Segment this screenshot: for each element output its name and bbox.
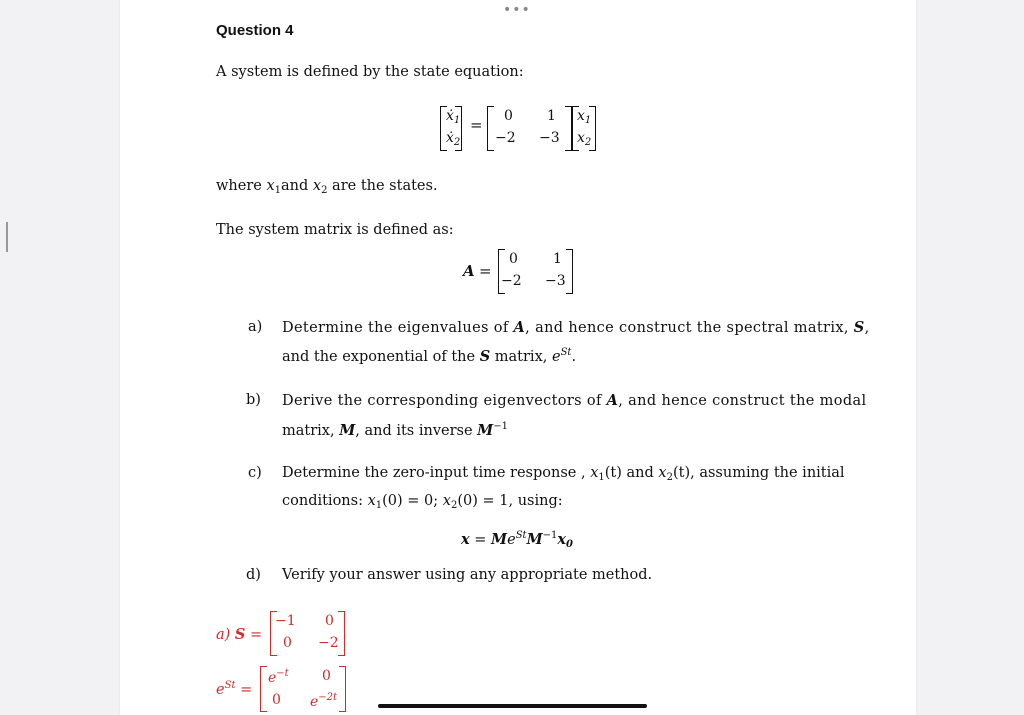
part-b-line1: Derive the corresponding eigenvectors of A, and hence construct the modal (282, 392, 867, 409)
answer-eSt-label: $e^{St}$ = (216, 680, 253, 698)
document-page (120, 0, 916, 715)
system-matrix-text: The system matrix is defined as: (216, 222, 454, 238)
part-d-label: d) (246, 567, 261, 583)
intro-text: A system is defined by the state equation: (216, 64, 524, 80)
state-vector: $x_1$ $x_2$ (572, 106, 596, 151)
matrix-A-label: A (463, 262, 475, 280)
equals-sign: = (470, 116, 483, 134)
matrix-A: 0 1 −2 −3 (498, 249, 573, 294)
part-b-line2: matrix, M, and its inverse $M^{-1}$ (282, 421, 508, 439)
answer-eSt-matrix: $e^{-t}$ 0 0 $e^{-2t}$ (260, 666, 346, 712)
more-options-icon[interactable]: ••• (503, 2, 531, 18)
part-a-line2: and the exponential of the S matrix, $e^{St}$. (282, 347, 577, 365)
answer-S-matrix: −1 0 0 −2 (270, 611, 345, 656)
part-c-line1: Determine the zero-input time response , $x_1(t)$ and $x_2(t)$, assuming the initial (282, 465, 845, 483)
part-b-label: b) (246, 392, 261, 408)
home-indicator[interactable] (378, 704, 647, 708)
part-c-label: c) (248, 465, 262, 481)
equals-sign: = (479, 262, 492, 280)
part-c-line2: conditions: $x_1(0) = 0$; $x_2(0) = 1$, using: (282, 493, 563, 511)
part-d-text: Verify your answer using any appropriate method. (282, 567, 653, 583)
answer-S-label: a) S = (216, 626, 263, 643)
question-title: Question 4 (216, 22, 294, 39)
part-a-label: a) (248, 319, 263, 335)
state-derivative-vector: ẋ$_1$ ẋ$_2$ (440, 106, 462, 151)
part-a-line1: Determine the eigenvalues of A, and hence construct the spectral matrix, S, (282, 319, 870, 336)
scroll-indicator[interactable] (6, 222, 8, 252)
response-formula: $x = Me^{St}M^{-1}x_0$ (461, 530, 573, 550)
states-description: where $x_1and$ $x_2$ are the states. (216, 178, 438, 196)
state-matrix: 0 1 −2 −3 (487, 106, 572, 151)
